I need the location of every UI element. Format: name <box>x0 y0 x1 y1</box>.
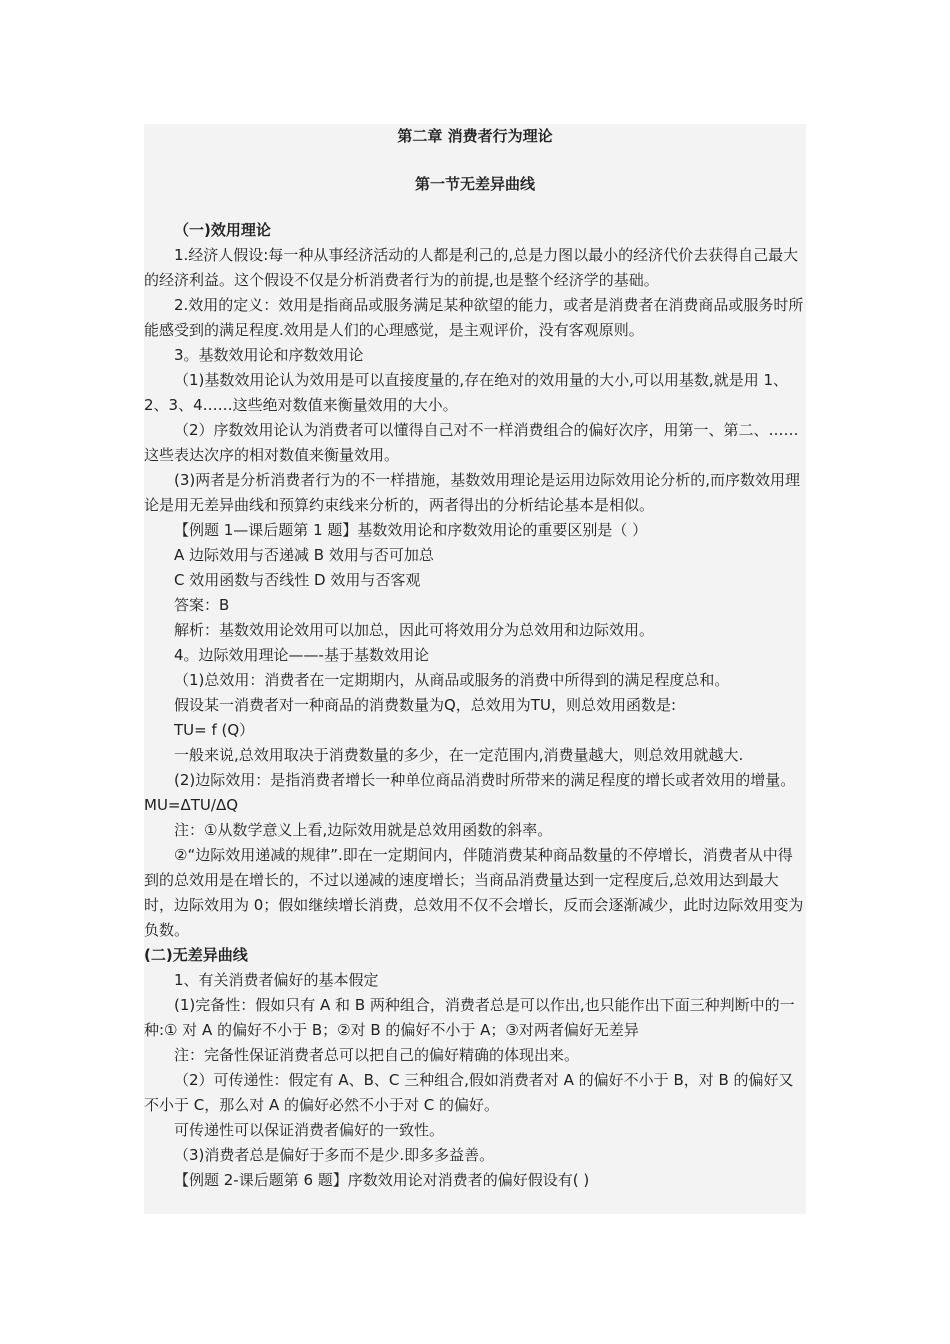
example-question: 【例题 2-课后题第 6 题】序数效用论对消费者的偏好假设有( ) <box>174 1171 590 1189</box>
paragraph: 一般来说,总效用取决于消费数量的多少，在一定范围内,消费量越大，则总效用就越大. <box>174 746 744 764</box>
paragraph: (2)边际效用：是指消费者增长一种单位商品消费时所带来的满足程度的增长或者效用的增量。MU=ΔTU/ΔQ <box>144 771 796 814</box>
section-title: 第一节无差异曲线 <box>414 175 535 193</box>
formula: TU= f (Q） <box>174 721 255 739</box>
paragraph: 4。边际效用理论——-基于基数效用论 <box>174 646 429 664</box>
chapter-title: 第二章 消费者行为理论 <box>397 127 553 145</box>
paragraph: （1)总效用：消费者在一定期期内，从商品或服务的消费中所得到的满足程度总和。 <box>174 671 730 689</box>
paragraph: (1)完备性：假如只有 A 和 B 两种组合，消费者总是可以作出,也只能作出下面三种判断中的一种:① 对 A 的偏好不小于 B；②对 B 的偏好不小于 A；③对两者偏好无差异 <box>144 996 795 1039</box>
example-options: C 效用函数与否线性 D 效用与否客观 <box>174 571 421 589</box>
paragraph: 可传递性可以保证消费者偏好的一致性。 <box>174 1121 445 1139</box>
example-question: 【例题 1—课后题第 1 题】基数效用论和序数效用论的重要区别是（ ） <box>174 521 648 539</box>
paragraph: 3。基数效用论和序数效用论 <box>174 346 364 364</box>
document-body <box>144 218 806 1193</box>
note: 注：①从数学意义上看,边际效用就是总效用函数的斜率。 <box>174 821 553 839</box>
paragraph: （3)消费者总是偏好于多而不是少.即多多益善。 <box>174 1146 495 1164</box>
paragraph: (3)两者是分析消费者行为的不一样措施，基数效用理论是运用边际效用论分析的,而序数效用理论是用无差异曲线和预算约束线来分析的，两者得出的分析结论基本是相似。 <box>144 471 801 514</box>
paragraph: 1.经济人假设:每一种从事经济活动的人都是利己的,总是力图以最小的经济代价去获得自己最大的经济利益。这个假设不仅是分析消费者行为的前提,也是整个经济学的基础。 <box>144 246 799 289</box>
document-page <box>144 124 806 1214</box>
example-options: A 边际效用与否递减 B 效用与否可加总 <box>174 546 434 564</box>
paragraph: 1、有关消费者偏好的基本假定 <box>174 971 379 989</box>
note: 注：完备性保证消费者总可以把自己的偏好精确的体现出来。 <box>174 1046 580 1064</box>
paragraph: （2）序数效用论认为消费者可以懂得自己对不一样消费组合的偏好次序，用第一、第二、……这些表达次序的相对数值来衡量效用。 <box>144 421 799 464</box>
paragraph: ②“边际效用递减的规律”.即在一定期间内，伴随消费某种商品数量的不停增长，消费者从中得到的总效用是在增长的，不过以递减的速度增长；当商品消费量达到一定程度后,总效用达到最大时，边际效用为 0；假如继续增长消费，总效用不仅不会增长，反而会逐渐减少，此时边际效用变为负数。 <box>144 846 804 939</box>
paragraph: 假设某一消费者对一种商品的消费数量为Q，总效用为TU，则总效用函数是: <box>174 696 677 714</box>
heading-utility-theory: （一)效用理论 <box>174 221 271 239</box>
paragraph: （2）可传递性：假定有 A、B、C 三种组合,假如消费者对 A 的偏好不小于 B，对 B 的偏好又不小于 C，那么对 A 的偏好必然不小于对 C 的偏好。 <box>144 1071 794 1114</box>
heading-indifference-curve: (二)无差异曲线 <box>144 946 248 964</box>
paragraph: 2.效用的定义：效用是指商品或服务满足某种欲望的能力，或者是消费者在消费商品或服务时所能感受到的满足程度.效用是人们的心理感觉，是主观评价，没有客观原则。 <box>144 296 804 339</box>
example-explanation: 解析：基数效用论效用可以加总，因此可将效用分为总效用和边际效用。 <box>174 621 655 639</box>
example-answer: 答案：B <box>174 596 230 614</box>
paragraph: （1)基数效用论认为效用是可以直接度量的,存在绝对的效用量的大小,可以用基数,就是用 1、2、3、4……这些绝对数值来衡量效用的大小。 <box>144 371 789 414</box>
